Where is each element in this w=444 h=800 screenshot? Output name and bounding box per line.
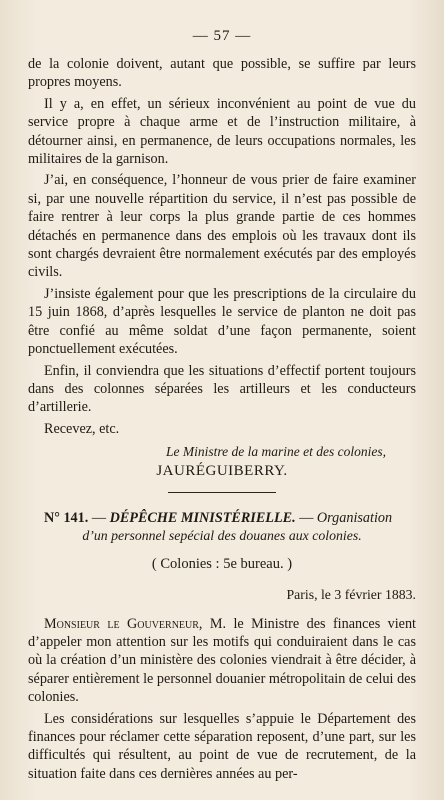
signature-role: Le Ministre de la marine et des colonies, [166, 444, 386, 460]
paragraph-3: J’ai, en conséquence, l’honneur de vous prier de faire examiner si, par une nouvelle répartition du service, il n’est pas possible de faire rentrer à leur corps la plus grande partie de ces hommes détachés en permanence dans des emplois où les travaux dont ils sont chargés devraient être normalement exécutés par des employés civils. [28, 172, 416, 281]
paragraph-4: J’insiste également pour que les prescriptions de la circulaire du 15 juin 1868, d’après lesquelles le service de planton ne doit pas être confié au même soldat d’une façon permanente, soient ponctuellement exécutées. [28, 285, 416, 358]
paragraph-5: Enfin, il conviendra que les situations d’effectif portent toujours dans des colonnes séparées les artilleurs et les conducteurs d’artillerie. [28, 362, 416, 416]
paragraph-1: de la colonie doivent, autant que possible, se suffire par leurs propres moyens. [28, 56, 416, 91]
depeche-paragraph-1 [28, 615, 416, 707]
dateline: Paris, le 3 février 1883. [286, 586, 416, 602]
salutation: Monsieur le Gouverneur, [44, 615, 203, 632]
signature-name: JAURÉGUIBERRY. [156, 463, 288, 480]
paragraph-2: Il y a, en effet, un sérieux inconvénient au point de vue du service propre à chaque arme et de l’instruction militaire, à détourner ainsi, en permanence, de leurs occupations normales, les militaires de la garnison. [28, 95, 416, 168]
depeche-number: N° 141. [44, 510, 89, 527]
depeche-kind: DÉPÊCHE MINISTÉRIELLE. [109, 510, 296, 527]
depeche-dash-1: — [88, 510, 110, 527]
page-number: — 57 — [192, 28, 252, 44]
depeche-subject-1: Organisation [316, 510, 393, 527]
bureau-line: ( Colonies : 5e bureau. ) [151, 555, 293, 572]
depeche-heading [28, 509, 416, 527]
depeche-paragraph-1-text: M. le Ministre des finances vient d’appeler mon attention sur les motifs qui conduiraient dans le cas où la création d’un ministère des colonies viendrait à être décider, à séparer entièrement le personnel douanier métropolitain de celui des colonies. [28, 615, 417, 706]
closing-formula: Recevez, etc. [44, 420, 120, 437]
depeche-dash-2: — [295, 510, 317, 527]
depeche-paragraph-2: Les considérations sur lesquelles s’appuie le Département des finances pour réclamer cette séparation reposent, d’une part, sur les difficultés qui résultent, au point de vue de recrutement, de la situation faite dans ces dernières années au per- [28, 710, 416, 782]
depeche-subject-2: d’un personnel sepécial des douanes aux colonies. [82, 527, 362, 543]
section-divider [168, 492, 276, 493]
